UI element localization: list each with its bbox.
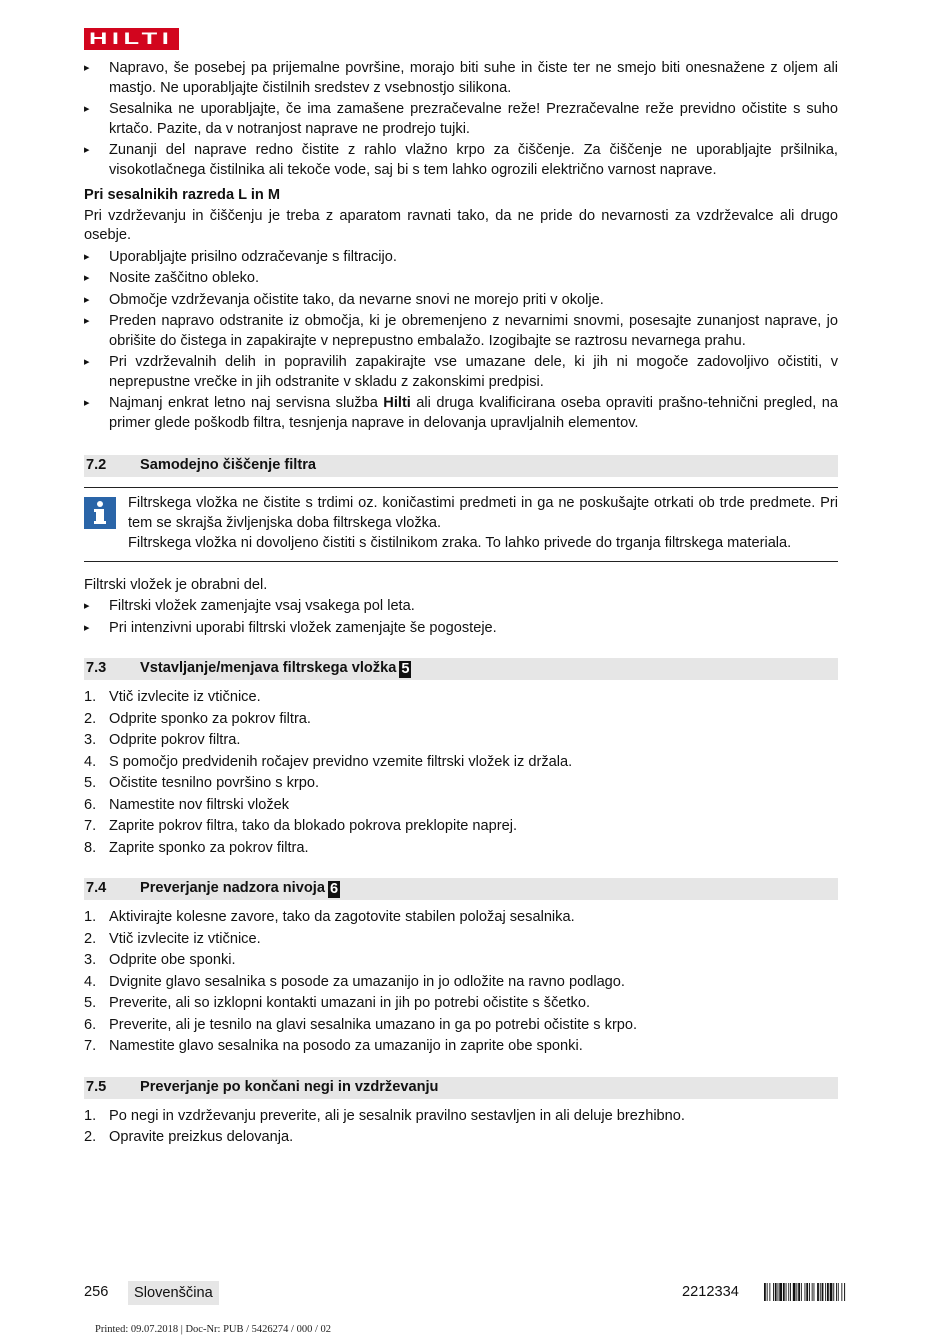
section-number: 7.4	[86, 880, 107, 897]
step-item	[84, 951, 838, 971]
step-text: Odprite sponko za pokrov filtra.	[109, 710, 311, 727]
step-text: Zaprite sponko za pokrov filtra.	[109, 839, 309, 856]
step-item	[84, 688, 838, 708]
section-title: Vstavljanje/menjava filtrskega vložka	[140, 660, 397, 677]
bullet-item: ▸ Uporabljajte prisilno odzračevanje s filtracijo.	[84, 248, 838, 268]
page-content	[84, 59, 838, 1150]
step-text: Vtič izvlecite iz vtičnice.	[109, 689, 261, 705]
note-text	[128, 494, 838, 555]
sec72-text: Filtrski vložek je obrabni del.	[84, 576, 268, 593]
step-number: 3.	[84, 732, 97, 748]
step-item	[84, 1016, 838, 1036]
step-text: Vtič izvlecite iz vtičnice.	[109, 930, 261, 947]
step-item	[84, 973, 838, 993]
note-line: Filtrskega vložka ni dovoljeno čistiti s čistilnikom zraka. To lahko privede do trganja filtrskega materiala.	[128, 535, 792, 551]
page-footer	[84, 1281, 846, 1305]
printed-info: Printed: 09.07.2018 | Doc-Nr: PUB / 5426274 / 000 / 02	[95, 1324, 332, 1335]
step-item	[84, 1107, 838, 1127]
step-item	[84, 1037, 838, 1057]
note-line: Filtrskega vložka ne čistite s trdimi oz. koničastimi predmeti in ga ne poskušajte otrkati ob trde predmete. Pri tem se skrajša življenjska doba filtrskega vložka.	[128, 495, 838, 531]
barcode-icon	[764, 1283, 846, 1301]
language-label: Slovenščina	[128, 1281, 219, 1305]
step-text: Po negi in vzdrževanju preverite, ali je sesalnik pravilno sestavljen in ali deluje brezhibno.	[109, 1107, 685, 1124]
section-heading-7-4	[84, 878, 838, 900]
section-title: Preverjanje nadzora nivoja	[140, 880, 325, 897]
step-number: 7.	[84, 1038, 97, 1054]
hilti-logo	[84, 28, 179, 50]
bullet-item: ▸ Filtrski vložek zamenjajte vsaj vsakega pol leta.	[84, 597, 838, 617]
bullet-text: ali druga kvalificirana oseba opraviti prašno-tehnični pregled, na primer glede poškodb filtra, tesnjenja naprave in delovanja upravljalnih elementov.	[109, 395, 838, 431]
step-number: 6.	[84, 1016, 97, 1033]
section-number: 7.5	[86, 1078, 107, 1095]
step-item	[84, 796, 838, 816]
step-item	[84, 908, 838, 928]
step-number: 4.	[84, 753, 97, 770]
lm-bullet-list	[84, 248, 838, 393]
step-item	[84, 1128, 838, 1148]
section-title: Preverjanje po končani negi in vzdrževanju	[140, 1078, 439, 1095]
bullet-item: ▸ Pri intenzivni uporabi filtrski vložek zamenjajte še pogosteje.	[84, 619, 838, 639]
step-number: 3.	[84, 952, 97, 968]
page-number: 256	[84, 1284, 109, 1300]
step-text: Odprite obe sponki.	[109, 952, 236, 968]
section-heading-7-5	[84, 1077, 838, 1099]
step-text: Zaprite pokrov filtra, tako da blokado pokrova preklopite naprej.	[109, 818, 518, 834]
lm-intro: Pri vzdrževanju in čiščenju je treba z aparatom ravnati tako, da ne pride do nevarnosti za vzdrževalce ali drugo osebje.	[84, 207, 838, 243]
step-text: Odprite pokrov filtra.	[109, 732, 241, 748]
bold-brand: Hilti	[383, 395, 411, 411]
step-text: Dvignite glavo sesalnika s posode za umazanijo in jo odložite na ravno podlago.	[109, 973, 625, 990]
section-heading-7-2	[84, 455, 838, 477]
step-text: Očistite tesnilno površino s krpo.	[109, 775, 320, 791]
step-number: 2.	[84, 930, 97, 947]
step-number: 5.	[84, 995, 97, 1011]
step-item	[84, 817, 838, 837]
bullet-text: Najmanj enkrat letno naj servisna služba	[109, 395, 384, 411]
info-icon	[84, 497, 116, 529]
step-item	[84, 731, 838, 751]
sec72-bullet-list	[84, 597, 838, 638]
step-number: 2.	[84, 1129, 97, 1145]
step-item	[84, 839, 838, 859]
step-text: Preverite, ali so izklopni kontakti umazani in jih po potrebi očistite s ščetko.	[109, 995, 591, 1011]
step-text: Namestite nov filtrski vložek	[109, 796, 290, 813]
section-number: 7.2	[86, 457, 107, 474]
bullet-item: ▸ Pri vzdrževalnih delih in popravilih zapakirajte vse umazane dele, ki jih ni mogoče zadovoljivo očistiti, v neprepustne vrečke in jih odstranite v skladu z zakonskimi predpisi.	[84, 353, 838, 392]
info-note	[84, 487, 838, 562]
step-number: 1.	[84, 1107, 97, 1124]
step-item	[84, 710, 838, 730]
bullet-item: ▸ Napravo, še posebej pa prijemalne površine, morajo biti suhe in čiste ter ne smejo biti onesnažene z oljem ali mastjo. Ne uporabljajte čistilnih sredstev z vsebnostjo silikona.	[84, 59, 838, 98]
step-number: 2.	[84, 710, 97, 727]
step-number: 1.	[84, 689, 97, 705]
section-title: Samodejno čiščenje filtra	[140, 457, 316, 474]
step-number: 8.	[84, 839, 97, 856]
step-text: Opravite preizkus delovanja.	[109, 1129, 294, 1145]
document-number: 2212334	[682, 1284, 739, 1300]
step-number: 1.	[84, 909, 97, 925]
figure-reference-badge: 5	[401, 660, 410, 677]
bullet-item: ▸ Območje vzdrževanja očistite tako, da nevarne snovi ne morejo priti v okolje.	[84, 291, 838, 311]
step-item	[84, 774, 838, 794]
step-text: S pomočjo predvidenih ročajev previdno vzemite filtrski vložek iz držala.	[109, 753, 573, 770]
sec74-step-list	[84, 908, 838, 1057]
logo-text: HILTI	[89, 29, 174, 48]
bullet-item	[84, 394, 838, 433]
step-text: Namestite glavo sesalnika na posodo za umazanijo in zaprite obe sponki.	[109, 1038, 583, 1054]
sec73-step-list	[84, 688, 838, 858]
lm-heading: Pri sesalnikih razreda L in M	[84, 187, 281, 203]
step-item	[84, 753, 838, 773]
sec75-step-list	[84, 1107, 838, 1148]
step-number: 7.	[84, 818, 97, 834]
step-text: Preverite, ali je tesnilo na glavi sesalnika umazano in ga po potrebi očistite s krpo.	[109, 1016, 638, 1033]
bullet-item: ▸ Sesalnika ne uporabljajte, če ima zamašene prezračevalne reže! Prezračevalne reže previdno očistite s suho krtačo. Pazite, da v notranjost naprave ne prodrejo tujki.	[84, 100, 838, 139]
bullet-item: ▸ Zunanji del naprave redno čistite z rahlo vlažno krpo za čiščenje. Za čiščenje ne uporabljajte pršilnika, visokotlačnega čistilnika ali tekoče vode, saj bi s tem lahko ogrozili električno varnost naprave.	[84, 141, 838, 180]
step-number: 4.	[84, 973, 97, 990]
bullet-item: ▸ Nosite zaščitno obleko.	[84, 269, 838, 289]
step-number: 6.	[84, 796, 97, 813]
intro-bullet-list	[84, 59, 838, 180]
step-item	[84, 994, 838, 1014]
step-number: 5.	[84, 775, 97, 791]
section-heading-7-3	[84, 658, 838, 680]
step-text: Aktivirajte kolesne zavore, tako da zagotovite stabilen položaj sesalnika.	[109, 909, 575, 925]
bullet-item: ▸ Preden napravo odstranite iz območja, ki je obremenjeno z nevarnimi snovmi, posesajte zunanjost naprave, jo obrišite do čistega in zapakirajte v neprepustno embalažo. Izogibajte se raztrosu nevarnega prahu.	[84, 312, 838, 351]
figure-reference-badge: 6	[329, 880, 339, 897]
section-number: 7.3	[86, 660, 107, 677]
step-item	[84, 930, 838, 950]
